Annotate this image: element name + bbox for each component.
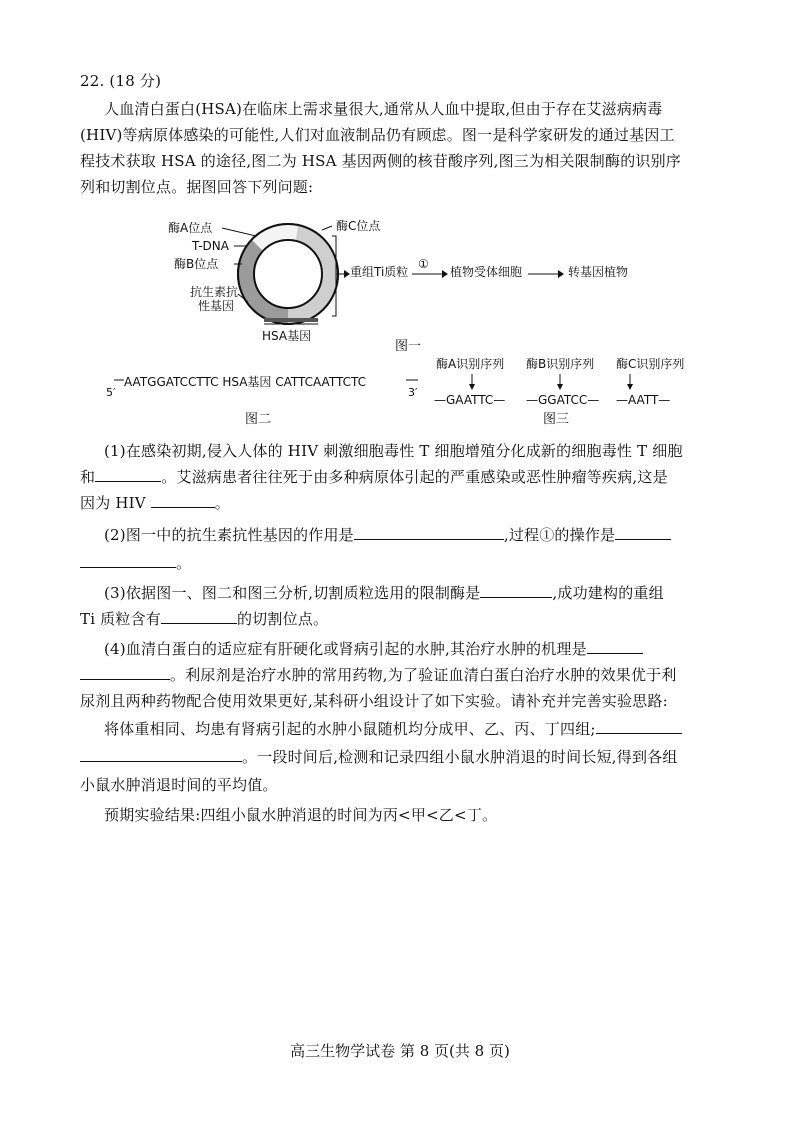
q4-blank-1a[interactable] [587,639,643,654]
q4-text-2: 。利尿剂是治疗水肿的常用药物,为了验证血清白蛋白治疗水肿的效果优于利 [170,666,677,684]
q2-blank-2a[interactable] [615,525,671,540]
q4-text-1: (4)血清白蛋白的适应症有肝硬化或肾病引起的水肿,其治疗水肿的机理是 [104,640,587,658]
label-hsa-gene: HSA基因 [262,329,312,343]
q1-text-and: 和 [80,468,96,486]
q2-blank-2b[interactable] [80,553,176,568]
q4-blank-2a[interactable] [596,719,682,734]
q4-expected-result: 预期实验结果:四组小鼠水肿消退的时间为丙<甲<乙<丁。 [104,806,498,824]
q1-line-3 [80,492,230,514]
label-enzyme-b-site: 酶B位点 [174,257,219,271]
fig3-enzyme-a-label: 酶A识别序列 [436,357,505,371]
q3-text-4: 的切割位点。 [236,610,329,628]
q3-text-3: Ti 质粒含有 [80,610,161,628]
fig3-enzyme-b-label: 酶B识别序列 [526,357,595,371]
q3-line-1 [104,582,664,604]
figure-1-caption: 图一 [395,339,422,354]
intro-line-4: 列和切割位点。据图回答下列问题: [80,178,314,196]
q1-text-end: 。 [214,494,230,512]
q2-text-end: 。 [176,554,192,572]
q1-blank-2[interactable] [151,493,215,508]
step-recombinant-ti-plasmid: 重组Ti质粒 [350,265,409,279]
figure-3-caption: 图三 [543,412,570,427]
q1-line-1: (1)在感染初期,侵入人体的 HIV 刺激细胞毒性 T 细胞增殖分化成新的细胞毒性 T 细胞 [104,442,683,460]
q4-line-6: 小鼠水肿消退时间的平均值。 [80,776,278,794]
fig2-5prime-end: 5′ [106,386,116,399]
q4-line-5 [80,746,678,768]
label-tdna: T-DNA [192,239,229,253]
intro-line-3: 程技术获取 HSA 的途径,图二为 HSA 基因两侧的核苷酸序列,图三为相关限制酶的识别序 [80,152,681,170]
page-footer: 高三生物学试卷 第 8 页(共 8 页) [290,1042,510,1060]
figure-3-diagram [430,352,720,408]
step-transgenic-plant: 转基因植物 [568,265,629,279]
q4-line-4 [104,718,682,740]
question-number: 22. (18 分) [80,72,162,90]
q4-line-2 [80,664,677,686]
label-enzyme-c-site: 酶C位点 [336,219,381,233]
q2-text-2: ,过程①的操作是 [503,526,616,544]
q4-line-3: 尿剂且两种药物配合使用效果更好,某科研小组设计了如下实验。请补充并完善实验思路: [80,692,668,710]
q1-line-2 [80,466,668,488]
q2-blank-1[interactable] [354,525,504,540]
fig3-sequence-a: —GAATTC— [434,393,506,407]
fig3-sequence-b: —GGATCC— [526,393,600,407]
fig3-enzyme-c-label: 酶C识别序列 [616,357,685,371]
figure-1-diagram [160,212,680,352]
figure-2-diagram [100,366,430,402]
q4-text-5: 。一段时间后,检测和记录四组小鼠水肿消退的时间长短,得到各组 [242,748,678,766]
q4-blank-2b[interactable] [80,747,242,762]
figure-2-caption: 图二 [245,412,272,427]
q2-line-1 [104,524,671,546]
label-enzyme-a-site: 酶A位点 [168,221,213,235]
q3-text-1: (3)依据图一、图二和图三分析,切割质粒选用的限制酶是 [104,584,481,602]
q3-line-2 [80,608,328,630]
intro-line-1: 人血清白蛋白(HSA)在临床上需求量很大,通常从人血中提取,但由于存在艾滋病病毒 [104,100,663,118]
label-resistance-1: 抗生素抗 [190,285,239,299]
q1-text-2: 。艾滋病患者往往死于由多种病原体引起的严重感染或恶性肿瘤等疾病,这是 [161,468,668,486]
q1-text-hiv: 因为 HIV [80,494,146,512]
step-number-1: ① [418,257,429,271]
q3-blank-1[interactable] [480,583,552,598]
q4-line-1 [104,638,643,660]
q2-text-1: (2)图一中的抗生素抗性基因的作用是 [104,526,354,544]
q2-line-2 [80,552,191,574]
q3-text-2: ,成功建构的重组 [552,584,664,602]
fig2-3prime-end: 3′ [408,386,418,399]
fig2-sequence: AATGGATCCTTC HSA基因 CATTCAATTCTC [124,375,366,389]
q4-blank-1b[interactable] [80,665,170,680]
step-plant-recipient-cell: 植物受体细胞 [450,265,523,279]
intro-line-2: (HIV)等病原体感染的可能性,人们对血液制品仍有顾虑。图一是科学家研发的通过基因工 [80,126,675,144]
q1-blank-1[interactable] [95,467,161,482]
label-resistance-2: 性基因 [198,299,235,313]
fig3-sequence-c: —AATT— [616,393,671,407]
q4-text-4: 将体重相同、均患有肾病引起的水肿小鼠随机均分成甲、乙、丙、丁四组; [104,720,596,738]
q3-blank-2[interactable] [161,609,237,624]
